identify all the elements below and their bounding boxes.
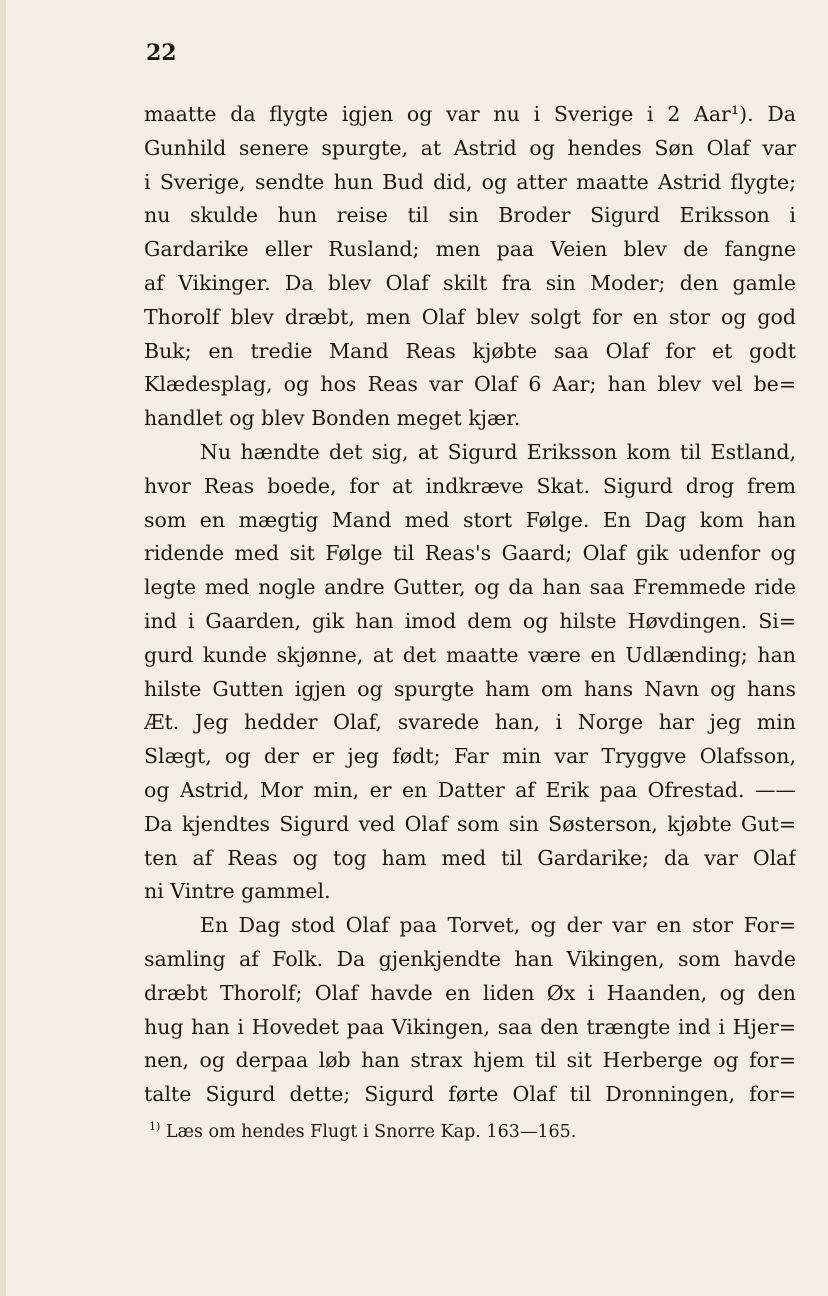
- text-line: ten af Reas og tog ham med til Gardarike; da var Olaf: [144, 845, 796, 870]
- text-line: maatte da flygte igjen og var nu i Sverige i 2 Aar¹). Da: [144, 102, 796, 126]
- footnote-text: Læs om hendes Flugt i Snorre Kap. 163—165.: [165, 1121, 577, 1142]
- text-line: hilste Gutten igjen og spurgte ham om hans Navn og hans: [144, 676, 796, 701]
- footnote-marker: 1): [149, 1120, 161, 1133]
- text-line: hug han i Hovedet paa Vikingen, saa den trængte ind i Hjer=: [144, 1014, 796, 1039]
- text-line: ridende med sit Følge til Reas's Gaard; Olaf gik udenfor og: [144, 541, 796, 566]
- text-line: af Vikinger. Da blev Olaf skilt fra sin Moder; den gamle: [144, 270, 796, 295]
- footnote: [149, 1120, 576, 1142]
- text-line: En Dag stod Olaf paa Torvet, og der var en stor For=: [200, 913, 796, 938]
- text-line: Æt. Jeg hedder Olaf, svarede han, i Norge har jeg min: [144, 710, 796, 735]
- text-line: Da kjendtes Sigurd ved Olaf som sin Søsterson, kjøbte Gut=: [144, 811, 796, 836]
- text-line: som en mægtig Mand med stort Følge. En Dag kom han: [144, 507, 796, 532]
- text-line: Thorolf blev dræbt, men Olaf blev solgt for en stor og god: [144, 304, 796, 329]
- text-line: gurd kunde skjønne, at det maatte være en Udlænding; han: [144, 642, 796, 667]
- text-line: ni Vintre gammel.: [144, 879, 331, 904]
- text-line: Slægt, og der er jeg født; Far min var Tryggve Olafsson,: [144, 744, 796, 769]
- page-number: 22: [146, 40, 177, 66]
- body-text: [144, 98, 796, 1112]
- text-line: Klædesplag, og hos Reas var Olaf 6 Aar; han blev vel be=: [144, 372, 796, 397]
- text-line: i Sverige, sendte hun Bud did, og atter maatte Astrid flygte;: [144, 169, 796, 194]
- text-line: hvor Reas boede, for at indkræve Skat. Sigurd drog frem: [144, 473, 796, 498]
- text-line: samling af Folk. Da gjenkjendte han Vikingen, som havde: [144, 946, 796, 971]
- text-line: handlet og blev Bonden meget kjær.: [144, 406, 521, 431]
- text-line: nu skulde hun reise til sin Broder Sigurd Eriksson i: [144, 203, 796, 228]
- text-line: nen, og derpaa løb han strax hjem til sit Herberge og for=: [144, 1048, 796, 1073]
- text-line: dræbt Thorolf; Olaf havde en liden Øx i Haanden, og den: [144, 980, 796, 1005]
- text-line: Gardarike eller Rusland; men paa Veien blev de fangne: [144, 237, 796, 262]
- text-line: ind i Gaarden, gik han imod dem og hilste Høvdingen. Si=: [144, 608, 796, 633]
- text-line: og Astrid, Mor min, er en Datter af Erik paa Ofrestad. ——: [144, 777, 796, 802]
- text-line: Gunhild senere spurgte, at Astrid og hendes Søn Olaf var: [144, 135, 796, 160]
- text-line: Buk; en tredie Mand Reas kjøbte saa Olaf for et godt: [144, 338, 796, 363]
- text-line: Nu hændte det sig, at Sigurd Eriksson kom til Estland,: [200, 439, 796, 464]
- text-line: legte med nogle andre Gutter, og da han saa Fremmede ride: [144, 575, 796, 600]
- text-line: talte Sigurd dette; Sigurd førte Olaf til Dronningen, for=: [144, 1082, 796, 1107]
